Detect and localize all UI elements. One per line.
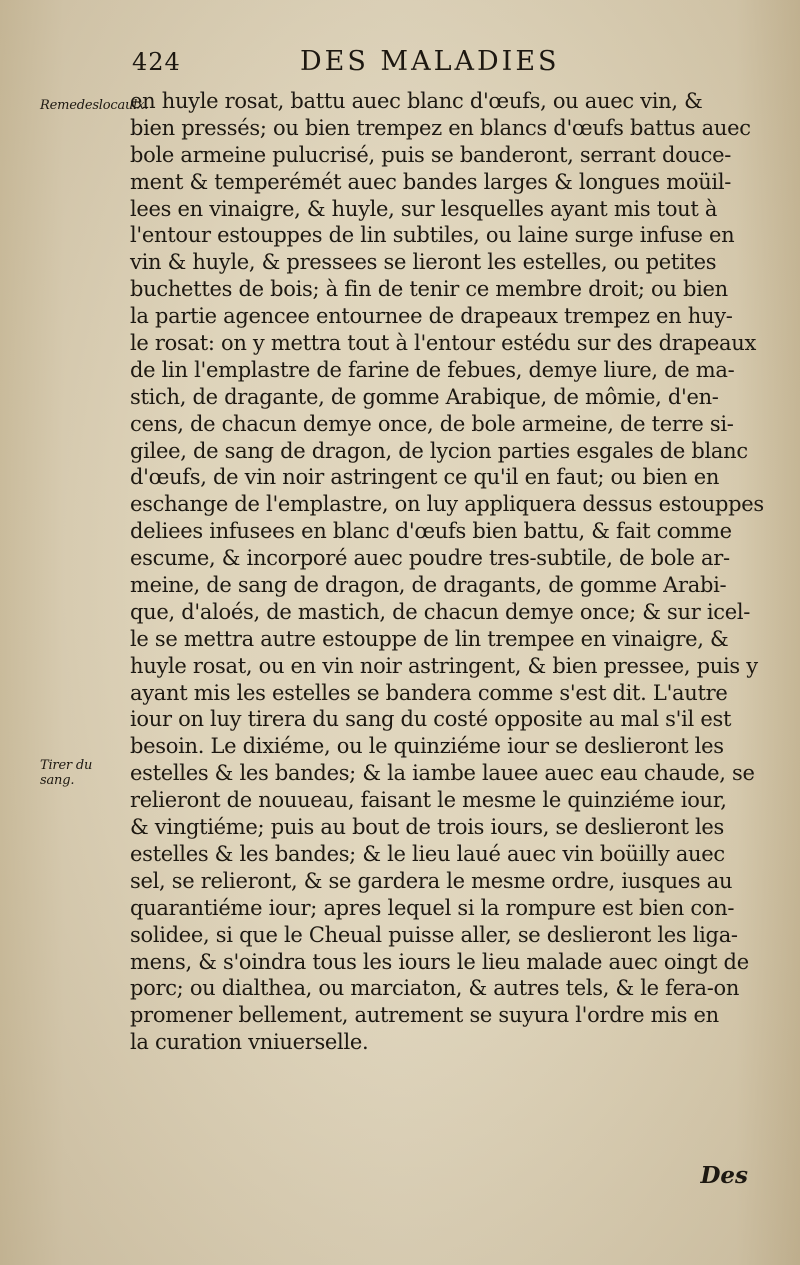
text-line: eschange de l'emplastre, on luy appliquera dessus estouppes — [130, 492, 764, 517]
text-line: d'œufs, de vin noir astringent ce qu'il en faut; ou bien en — [130, 465, 720, 490]
text-line: bien pressés; ou bien trempez en blancs d'œufs battus auec — [130, 115, 751, 140]
text-line: promener bellement, autrement se suyura l'ordre mis en — [130, 1003, 719, 1028]
text-line: meine, de sang de dragon, de dragants, de gomme Arabi- — [130, 573, 727, 598]
text-line: le se mettra autre estouppe de lin trempee en vinaigre, & — [130, 626, 729, 651]
text-line: solidee, si que le Cheual puisse aller, se deslieront les liga- — [130, 922, 738, 947]
text-line: deliees infusees en blanc d'œufs bien battu, & fait comme — [130, 519, 732, 544]
text-line: bole armeine pulucrisé, puis se banderont, serrant douce- — [130, 142, 732, 167]
text-line: l'entour estouppes de lin subtiles, ou laine surge infuse en — [130, 223, 735, 248]
text-line: besoin. Le dixiéme, ou le quinziéme iour se deslieront les — [130, 734, 724, 759]
text-line: relieront de nouueau, faisant le mesme le quinziéme iour, — [130, 788, 727, 813]
text-line: de lin l'emplastre de farine de febues, demye liure, de ma- — [130, 357, 735, 382]
text-line: vin & huyle, & pressees se lieront les estelles, ou petites — [130, 250, 717, 275]
running-title: DES MALADIES — [300, 46, 560, 77]
text-line: gilee, de sang de dragon, de lycion parties esgales de blanc — [130, 438, 748, 463]
text-line: stich, de dragante, de gomme Arabique, de mômie, d'en- — [130, 384, 719, 409]
text-line: mens, & s'oindra tous les iours le lieu malade auec oingt de — [130, 949, 749, 974]
page-number: 424 — [132, 48, 181, 76]
text-line: ment & temperémét auec bandes larges & longues moüil- — [130, 169, 732, 194]
text-line: lees en vinaigre, & huyle, sur lesquelles ayant mis tout à — [130, 196, 718, 221]
text-line: escume, & incorporé auec poudre tres-subtile, de bole ar- — [130, 546, 730, 571]
text-line: le rosat: on y mettra tout à l'entour estédu sur des drapeaux — [130, 331, 757, 356]
text-line: la partie agencee entournee de drapeaux trempez en huy- — [130, 304, 733, 329]
text-line: buchettes de bois; à fin de tenir ce membre droit; ou bien — [130, 277, 728, 302]
text-line: sel, se relieront, & se gardera le mesme ordre, iusques au — [130, 868, 733, 893]
text-line: estelles & les bandes; & la iambe lauee auec eau chaude, se — [130, 761, 755, 786]
text-line: ayant mis les estelles se bandera comme s'est dit. L'autre — [130, 680, 728, 705]
body-text — [130, 88, 764, 1056]
margin-note-tirer-du-sang: Tirer du sang. — [40, 758, 93, 788]
text-line: la curation vniuerselle. — [130, 1030, 369, 1055]
text-line: cens, de chacun demye once, de bole armeine, de terre si- — [130, 411, 734, 436]
text-line: quarantiéme iour; apres lequel si la rompure est bien con- — [130, 895, 735, 920]
text-line: en huyle rosat, battu auec blanc d'œufs, ou auec vin, & — [130, 89, 703, 113]
catchword: Des — [700, 1162, 748, 1189]
page-header — [0, 46, 800, 86]
text-line: iour on luy tirera du sang du costé opposite au mal s'il est — [130, 707, 732, 732]
text-line: & vingtiéme; puis au bout de trois iours, se deslieront les — [130, 815, 724, 840]
text-line: porc; ou dialthea, ou marciaton, & autres tels, & le fera-on — [130, 976, 740, 1001]
text-line: estelles & les bandes; & le lieu laué auec vin boüilly auec — [130, 841, 725, 866]
text-line: que, d'aloés, de mastich, de chacun demye once; & sur icel- — [130, 599, 751, 624]
margin-note-remedes-locaux: Remedeslocaulx. — [40, 98, 149, 113]
text-line: huyle rosat, ou en vin noir astringent, & bien pressee, puis y — [130, 653, 758, 678]
